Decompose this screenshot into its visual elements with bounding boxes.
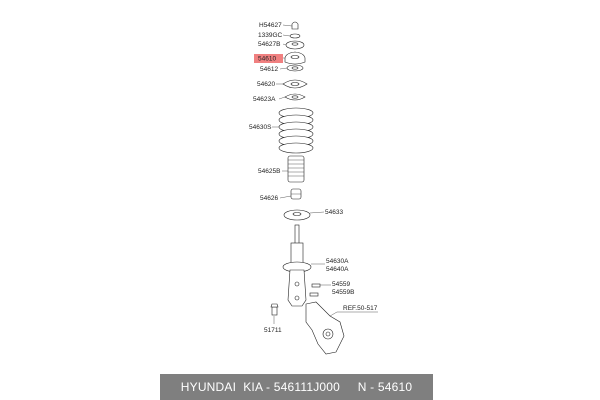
label-54630a[interactable]: 54630A	[326, 258, 349, 265]
steering-knuckle-part	[306, 302, 344, 354]
label-54625b[interactable]: 54625B	[258, 168, 281, 175]
label-1339gc[interactable]: 1339GC	[258, 32, 283, 39]
bolt-part	[310, 284, 320, 296]
coil-spring-part	[279, 108, 313, 153]
bearing-part	[287, 65, 303, 71]
part-number-caption: HYUNDAI KIA - 546111J000 N - 54610	[160, 374, 433, 400]
spring-pad-part	[285, 94, 305, 100]
label-54640a[interactable]: 54640A	[326, 266, 349, 273]
label-54620[interactable]: 54620	[257, 81, 276, 88]
label-ref-50-517[interactable]: REF.50-517	[343, 305, 378, 312]
nut-cap-part	[292, 22, 298, 29]
label-54612[interactable]: 54612	[260, 66, 279, 73]
upper-seat-part	[283, 80, 307, 88]
washer-part	[290, 34, 300, 38]
dust-boot-part	[288, 156, 304, 182]
label-h54627[interactable]: H54627	[259, 22, 282, 29]
label-54559[interactable]: 54559	[332, 281, 351, 288]
bolt-51711-part	[271, 304, 278, 315]
label-54559b[interactable]: 54559B	[332, 289, 355, 296]
strut-body-part	[283, 225, 311, 306]
label-54630s[interactable]: 54630S	[249, 124, 272, 131]
label-54626[interactable]: 54626	[260, 195, 279, 202]
label-54623a[interactable]: 54623A	[253, 96, 276, 103]
label-54610[interactable]: 54610	[258, 55, 277, 63]
bump-stopper-part	[291, 189, 301, 199]
label-54627b[interactable]: 54627B	[258, 41, 281, 48]
lower-seat-part	[284, 210, 310, 220]
strut-mount-part	[285, 52, 305, 64]
label-54633[interactable]: 54633	[325, 209, 344, 216]
label-51711[interactable]: 51711	[264, 327, 282, 334]
insulator-part	[286, 41, 304, 49]
